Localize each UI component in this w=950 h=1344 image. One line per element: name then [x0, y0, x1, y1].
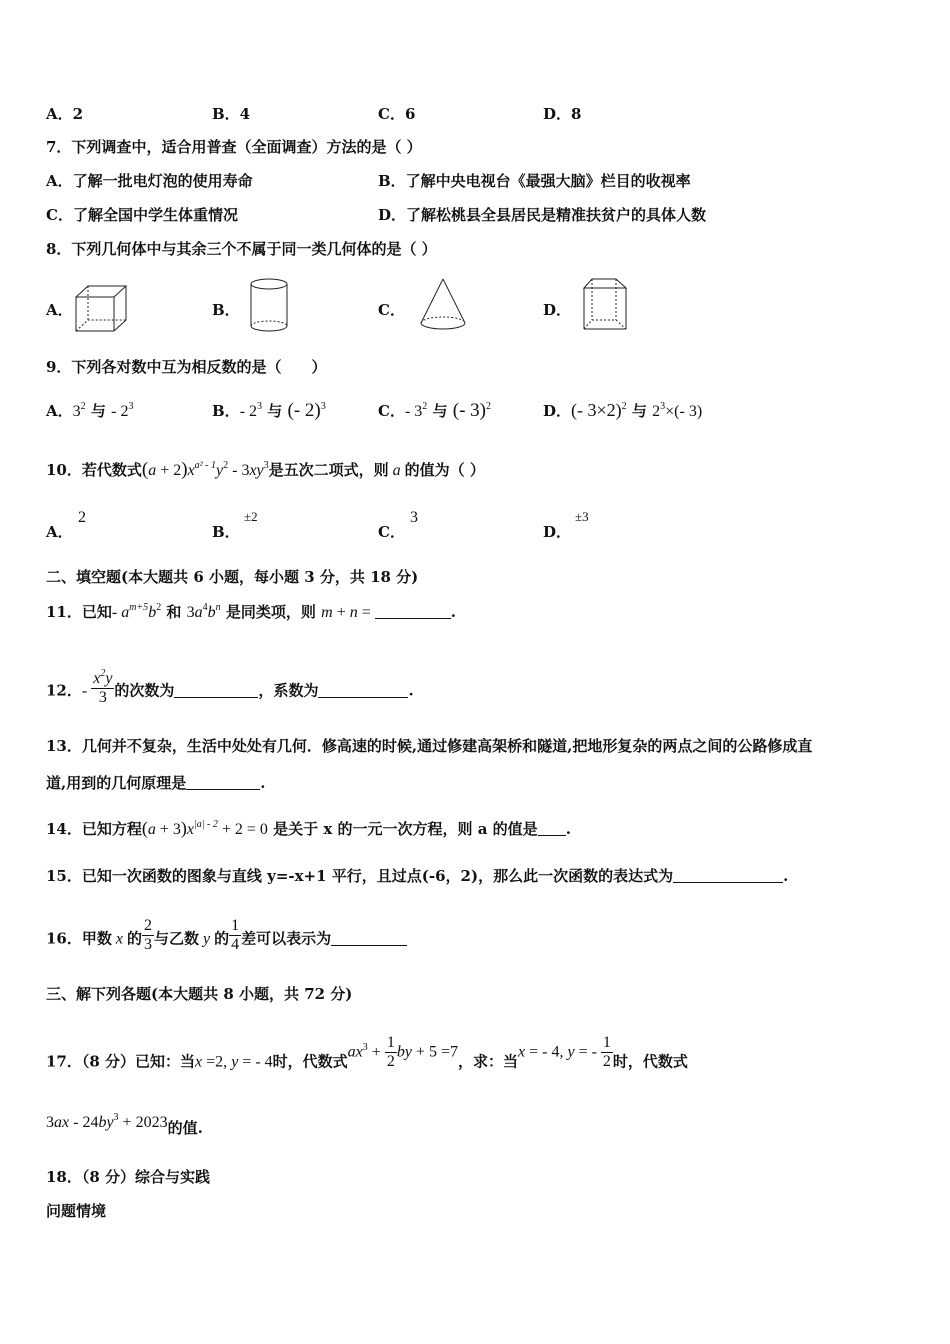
q15-answer-blank[interactable]: [673, 868, 783, 883]
q15-end: .: [783, 867, 789, 885]
q12-prefix: 12．: [46, 681, 82, 700]
q13-text: 道,用到的几何原理是: [46, 774, 187, 792]
q17-stem: 17．（8 分）已知：当x =2, y = - 4时，代数式$ax^3$ + $\frac{1}{2}$ by + 5 =7，求：当x = - 4, y = - $\frac{1}{2}$ 时，代数式: [46, 1034, 688, 1071]
q17-prefix: 17．（8 分）已知：当: [46, 1052, 196, 1071]
q9-label-d: D．: [543, 402, 572, 420]
q11-answer-blank[interactable]: [375, 604, 451, 619]
q16-prefix: 16．甲数: [46, 929, 112, 948]
q6-option-d: D．8: [543, 105, 582, 123]
q18-title: 18．（8 分）综合与实践: [46, 1168, 211, 1186]
q7-stem: 7．下列调查中，适合用普查（全面调查）方法的是（ ）: [46, 138, 422, 156]
prism-icon: [578, 276, 630, 334]
q10-label-c: C．: [378, 523, 405, 541]
q7-option-d: D．了解松桃县全县居民是精准扶贫户的具体人数: [378, 206, 707, 224]
q12-coefficient-blank[interactable]: [318, 683, 408, 698]
q6-option-b: B．4: [212, 105, 251, 123]
and-text: 与: [631, 402, 647, 420]
section-2-title: 二、填空题(本大题共 6 小题，每小题 3 分，共 18 分): [46, 568, 419, 586]
q16-of: 的: [126, 929, 142, 948]
q11-mid: 是同类项，则: [225, 603, 316, 621]
q9-label-b: B．: [212, 402, 240, 420]
q10-suffix2: 的值为（ ）: [404, 461, 485, 479]
q8-label-a: A．: [46, 301, 73, 319]
q17-fraction-b: $\frac{1}{2}$: [602, 1034, 611, 1070]
q15-text: 15．已知一次函数的图象与直线 y=-x+1 平行，且过点(-6，2)，那么此一次函数的表达式为: [46, 867, 674, 885]
q17-when: 时，代数式: [272, 1052, 348, 1071]
and-text: 与: [267, 402, 283, 420]
q16-of2: 的: [214, 929, 230, 948]
q7-option-a: A．了解一批电灯泡的使用寿命: [46, 172, 253, 190]
q10-label-a: A．: [46, 523, 73, 541]
q14-mid: 是关于 x 的一元一次方程，则 a 的值是: [273, 820, 538, 838]
q6-option-a: A．2: [46, 105, 84, 123]
q8-stem: 8．下列几何体中与其余三个不属于同一类几何体的是（ ）: [46, 240, 437, 258]
q13-end: .: [260, 774, 266, 792]
q16-fraction-a: $\frac{2}{3}$: [144, 917, 152, 953]
q7-option-c: C．了解全国中学生体重情况: [46, 206, 238, 224]
q11-stem: 11．已知- $a^{m+5}b^2$ 和 $3a^4b^n$ 是同类项，则 m + n = .: [46, 602, 457, 621]
q16-and: 与乙数: [154, 929, 200, 948]
q13-line1: 13．几何并不复杂，生活中处处有几何．修高速的时候,通过修建高架桥和隧道,把地形复杂的两点之间的公路修成直: [46, 737, 813, 755]
q11-and: 和: [166, 603, 182, 621]
q10-value-d: ±3: [575, 509, 589, 524]
section-3-title: 三、解下列各题(本大题共 8 小题，共 72 分): [46, 985, 353, 1003]
q11-prefix: 11．已知: [46, 603, 112, 621]
q11-end: .: [450, 603, 457, 621]
and-text: 与: [432, 402, 448, 420]
q17-ask: ，求：当: [457, 1052, 518, 1071]
cube-icon: [72, 283, 130, 335]
q9-label-a: A．: [46, 402, 73, 420]
q8-label-b: B．: [212, 301, 240, 319]
q17-fraction-a: $\frac{1}{2}$: [386, 1034, 395, 1070]
q12-mid2: ，系数为: [258, 681, 319, 700]
q16-fraction-b: $\frac{1}{4}$: [231, 917, 240, 953]
q9-option-d: D．(- 3×2)$^2$ 与 $2^3\times(-$ 3): [543, 400, 703, 420]
q15-stem: [46, 866, 788, 886]
cone-icon: [417, 276, 469, 334]
q9-stem: 9．下列各对数中互为相反数的是（ ）: [46, 358, 327, 376]
q10-value-b: ±2: [244, 509, 258, 524]
q12-mid: 的次数为: [114, 681, 175, 700]
q8-label-c: C．: [378, 301, 405, 319]
q9-option-c: C．- $3^2$ 与 (- 3)$^2$: [378, 400, 491, 421]
q9-option-a: A．$3^2$ 与 - $2^3$: [46, 401, 134, 420]
q8-label-d: D．: [543, 301, 572, 319]
q13-answer-blank[interactable]: [186, 775, 260, 790]
q10-prefix: 10．若代数式: [46, 461, 142, 479]
q16-answer-blank[interactable]: [331, 931, 407, 946]
q10-label-d: D．: [543, 523, 572, 541]
q10-label-b: B．: [212, 523, 240, 541]
and-text: 与: [90, 402, 106, 420]
q14-answer-blank[interactable]: [538, 821, 566, 836]
q16-stem: 16．甲数 x 的 $\frac{2}{3}$ 与乙数 y 的 $\frac{1}{4}$ 差可以表示为: [46, 925, 407, 954]
q14-prefix: 14．已知方程: [46, 820, 142, 838]
q16-end: 差可以表示为: [241, 929, 332, 948]
q12-stem: 12．- $\frac{x^2y}{3}$ 的次数为 ，系数为 .: [46, 668, 414, 706]
q10-value-c: 3: [410, 509, 418, 526]
q6-option-c: C．6: [378, 105, 416, 123]
cylinder-icon: [246, 276, 292, 334]
q14-stem: 14．已知方程$(a + 3)x^{|a| - 2} + 2 = 0$ 是关于 x 的一元一次方程，则 a 的值是 .: [46, 818, 571, 838]
q13-line2: [46, 773, 265, 793]
q14-end: .: [565, 820, 571, 838]
q7-option-b: B．了解中央电视台《最强大脑》栏目的收视率: [378, 172, 691, 190]
q17-tail-text: 的值.: [167, 1119, 203, 1137]
q9-label-c: C．: [378, 402, 405, 420]
q10-value-a: 2: [78, 509, 86, 526]
q12-degree-blank[interactable]: [174, 683, 258, 698]
q18-subtitle: 问题情境: [46, 1202, 107, 1220]
q17-when2: 时，代数式: [612, 1052, 688, 1071]
q9-option-b: B．- $2^3$ 与 (- 2)$^3$: [212, 400, 326, 421]
q17-tail: $3ax - 24by^3 + 2023$的值.: [46, 1112, 203, 1137]
q12-end: .: [408, 681, 414, 700]
q10-suffix: 是五次二项式，则: [268, 461, 389, 479]
q10-stem: 10．若代数式$(a + 2)x^{a^2 - 1}y^2 - 3xy^3$是五次二项式，则 a 的值为（ ）: [46, 459, 485, 480]
q12-fraction: $\frac{x^2y}{3}$: [93, 668, 113, 706]
